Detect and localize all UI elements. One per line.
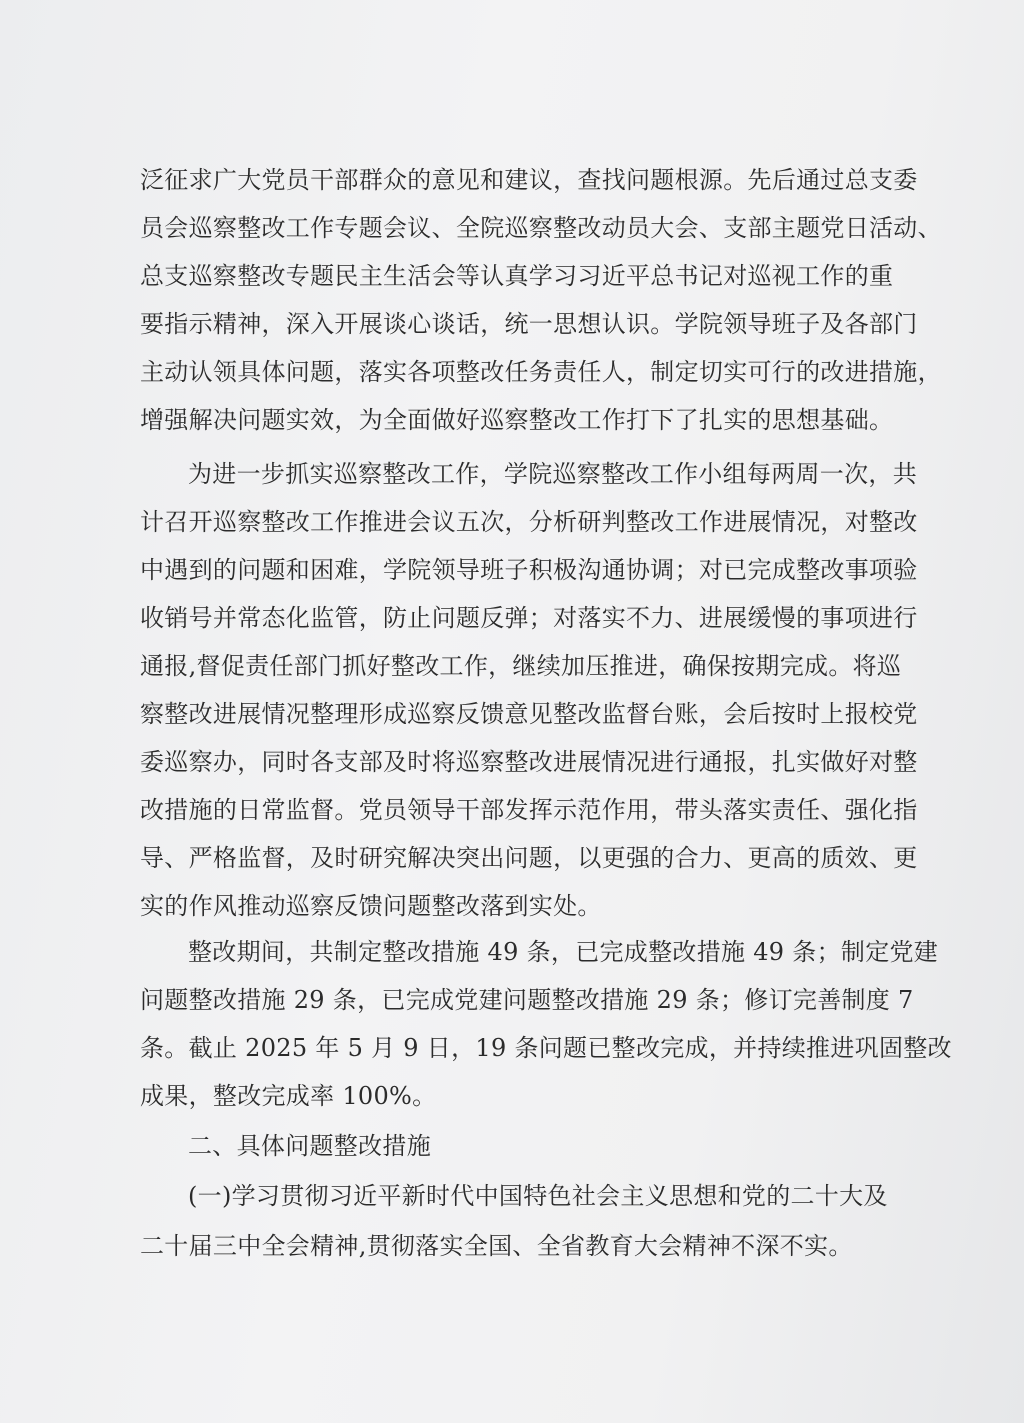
paragraph-line: 实的作风推动巡察反馈问题整改落到实处。	[140, 892, 602, 920]
subsection-heading-line: 二十届三中全会精神,贯彻落实全国、全省教育大会精神不深不实。	[140, 1232, 853, 1260]
paragraph-line: 总支巡察整改专题民主生活会等认真学习习近平总书记对巡视工作的重	[140, 262, 894, 290]
paragraph-line: 主动认领具体问题，落实各项整改任务责任人，制定切实可行的改进措施，	[140, 358, 942, 386]
paragraph-line: 泛征求广大党员干部群众的意见和建议，查找问题根源。先后通过总支委	[140, 166, 918, 194]
paragraph-line: 整改期间，共制定整改措施 49 条，已完成整改措施 49 条；制定党建	[188, 938, 939, 966]
paragraph-line: 中遇到的问题和困难，学院领导班子积极沟通协调；对已完成整改事项验	[140, 556, 918, 584]
paragraph-line: 问题整改措施 29 条，已完成党建问题整改措施 29 条；修订完善制度 7	[140, 986, 914, 1014]
paragraph-line: 增强解决问题实效，为全面做好巡察整改工作打下了扎实的思想基础。	[140, 406, 894, 434]
paragraph-line: 收销号并常态化监管，防止问题反弹；对落实不力、进展缓慢的事项进行	[140, 604, 918, 632]
paragraph-line: 为进一步抓实巡察整改工作，学院巡察整改工作小组每两周一次，共	[188, 460, 917, 488]
paragraph-line: 计召开巡察整改工作推进会议五次，分析研判整改工作进展情况，对整改	[140, 508, 918, 536]
section-heading: 二、具体问题整改措施	[188, 1132, 431, 1160]
paragraph-line: 员会巡察整改工作专题会议、全院巡察整改动员大会、支部主题党日活动、	[140, 214, 942, 242]
paragraph-line: 通报,督促责任部门抓好整改工作，继续加压推进，确保按期完成。将巡	[140, 652, 902, 680]
paragraph-line: 成果，整改完成率 100%。	[140, 1082, 437, 1110]
paragraph-line: 改措施的日常监督。党员领导干部发挥示范作用，带头落实责任、强化指	[140, 796, 918, 824]
paragraph-line: 导、严格监督，及时研究解决突出问题，以更强的合力、更高的质效、更	[140, 844, 918, 872]
subsection-heading-line: (一)学习贯彻习近平新时代中国特色社会主义思想和党的二十大及	[188, 1182, 888, 1210]
paragraph-line: 条。截止 2025 年 5 月 9 日，19 条问题已整改完成，并持续推进巩固整改	[140, 1034, 952, 1062]
paragraph-line: 委巡察办，同时各支部及时将巡察整改进展情况进行通报，扎实做好对整	[140, 748, 918, 776]
paragraph-line: 要指示精神，深入开展谈心谈话，统一思想认识。学院领导班子及各部门	[140, 310, 918, 338]
paragraph-line: 察整改进展情况整理形成巡察反馈意见整改监督台账，会后按时上报校党	[140, 700, 918, 728]
